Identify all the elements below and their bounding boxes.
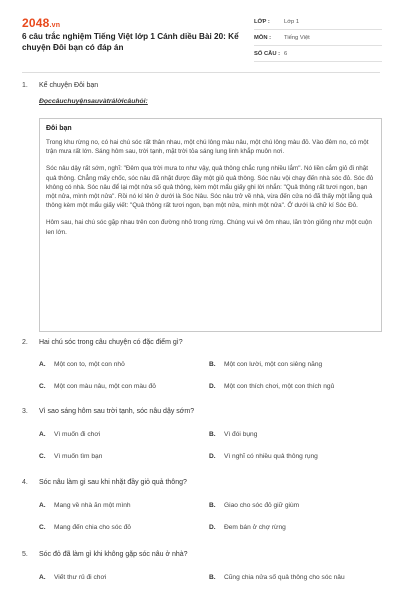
header-divider xyxy=(22,72,380,73)
story-box xyxy=(39,118,382,332)
question-instruction: Đọccâuchuyệnsauvàtrảlờicâuhỏi: xyxy=(39,98,148,105)
meta-row-subject xyxy=(254,30,382,46)
site-logo[interactable]: 2048.vn xyxy=(22,16,61,30)
meta-label: SỐ CÂU : xyxy=(254,50,281,57)
option-a[interactable]: A. Viết thư rủ đi chơi xyxy=(39,574,107,581)
question-1 xyxy=(22,82,380,105)
story-paragraph: Sóc nâu dậy rất sớm, nghĩ: "Đêm qua trời mưa to như vậy, quả thông chắc rụng nhiều lắm". Nó liền cắm giỏ đi nhặt quả thông. Chẳng mấy chốc, sóc nâu đã nhặt được đầy một giỏ quả thông. Sóc nâu vội chạy đến nhà sóc đỏ. Sóc đỏ không có nhà. Sóc nâu để lại một nửa số quả thông, kèm một mẩu giấy ghi lời nhắn: "Quả thông rất tươi ngon, bạn một nửa, mình một nửa". Rồi nó kí tên ở dưới là Sóc Nâu. Sóc nâu trở về nhà, vừa đến cửa nó đã thấy một lẵng quả thông kèm một mẩu giấy viết: "Quả thông rất tươi ngon, bạn một nửa, mình một nửa". Ở dưới là chữ kí Sóc Đỏ. xyxy=(46,165,374,210)
option-a[interactable]: A. Mang về nhà ăn một mình xyxy=(39,502,131,509)
question-number: 1. xyxy=(22,82,28,89)
option-b[interactable]: B. Giao cho sóc đỏ giữ giùm xyxy=(209,502,300,509)
question-text: Hai chú sóc trong câu chuyện có đặc điểm gì? xyxy=(39,339,183,346)
options-q5 xyxy=(39,574,379,596)
story-paragraph: Hôm sau, hai chú sóc gặp nhau trên con đường nhỏ trong rừng. Chúng vui vẻ ôm nhau, lăn tròn giống như một cuộn len lớn. xyxy=(46,219,372,236)
story-title: Đôi bạn xyxy=(46,125,72,132)
meta-value: Lớp 1 xyxy=(284,18,300,25)
meta-label: MÔN : xyxy=(254,34,272,41)
options-q4 xyxy=(39,502,379,546)
meta-row-count xyxy=(254,46,382,62)
option-c[interactable]: C. Vì muốn tìm bạn xyxy=(39,453,103,460)
question-text: Vì sao sáng hôm sau trời tạnh, sóc nâu dậy sớm? xyxy=(39,408,195,415)
question-text: Sóc đỏ đã làm gì khi không gặp sóc nâu ở nhà? xyxy=(39,551,188,558)
meta-label: LỚP : xyxy=(254,18,270,25)
question-number: 4. xyxy=(22,479,28,486)
question-number: 5. xyxy=(22,551,28,558)
option-d[interactable]: D. Một con thích chơi, một con thích ngủ xyxy=(209,383,335,390)
option-d[interactable]: D. Đem bán ở chợ rừng xyxy=(209,524,286,531)
question-5 xyxy=(22,551,380,558)
option-d[interactable]: D. Vì nghĩ có nhiều quả thông rụng xyxy=(209,453,318,460)
question-number: 2. xyxy=(22,339,28,346)
option-a[interactable]: A. Vì muốn đi chơi xyxy=(39,431,101,438)
question-text: Sóc nâu làm gì sau khi nhặt đầy giỏ quả thông? xyxy=(39,479,187,486)
question-text: Kể chuyện Đôi bạn xyxy=(39,82,99,89)
meta-table xyxy=(254,14,382,62)
option-c[interactable]: C. Một con màu nâu, một con màu đỏ xyxy=(39,383,156,390)
page-header xyxy=(0,0,400,70)
story-paragraph: Trong khu rừng no, có hai chú sóc rất thân nhau, một chú lông màu nâu, một chú lông màu đỏ. Vào đêm no, có một trận mưa rất lớn. Sáng hôm sau, trời tạnh, mặt trời tỏa sáng lung linh khắp muôn nơi. xyxy=(46,139,369,156)
option-b[interactable]: B. Vì đói bụng xyxy=(209,431,258,438)
option-b[interactable]: B. Một con lười, một con siêng năng xyxy=(209,361,323,368)
meta-value: Tiếng Việt xyxy=(284,34,310,41)
options-q2 xyxy=(39,361,379,405)
options-q3 xyxy=(39,431,379,475)
page-title: 6 câu trắc nghiệm Tiếng Việt lớp 1 Cánh diều Bài 20: Kể chuyện Đôi bạn có đáp án xyxy=(22,32,239,52)
question-2 xyxy=(22,339,380,346)
meta-row-class xyxy=(254,14,382,30)
option-c[interactable]: C. Mang đến chia cho sóc đỏ xyxy=(39,524,131,531)
meta-value: 6 xyxy=(284,50,288,57)
option-b[interactable]: B. Cũng chia nửa số quả thông cho sóc nâu xyxy=(209,574,345,581)
question-4 xyxy=(22,479,380,486)
question-3 xyxy=(22,408,380,415)
option-a[interactable]: A. Một con to, một con nhỏ xyxy=(39,361,125,368)
question-number: 3. xyxy=(22,408,28,415)
